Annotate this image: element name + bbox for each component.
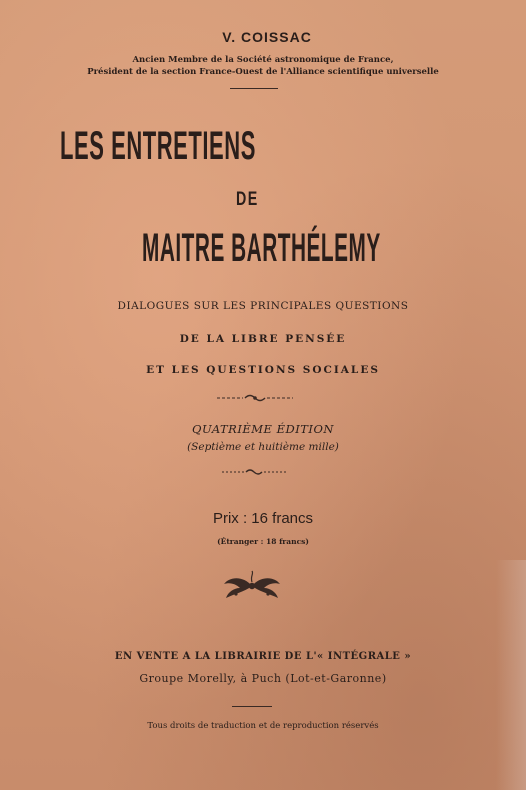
publisher-line-2: Groupe Morelly, à Puch (Lot-et-Garonne) bbox=[139, 672, 387, 685]
title-line-1: LES ENTRETIENS bbox=[60, 124, 256, 168]
subtitle-line-3: ET LES QUESTIONS SOCIALES bbox=[146, 364, 380, 376]
subtitle-line-2: DE LA LIBRE PENSÉE bbox=[179, 333, 347, 345]
author-credential-2: Président de la section France-Ouest de l'Alliance scientifique universelle bbox=[87, 67, 439, 77]
divider-rule bbox=[230, 88, 278, 89]
publisher-line-1: EN VENTE A LA LIBRAIRIE DE L'« INTÉGRALE » bbox=[114, 651, 412, 662]
price: Prix : 16 francs bbox=[212, 510, 314, 527]
ornament-small-icon bbox=[220, 467, 288, 477]
rights-notice: Tous droits de traduction et de reproduction réservés bbox=[147, 721, 379, 731]
title-connector: DE bbox=[236, 189, 259, 210]
divider-rule-bottom bbox=[232, 706, 272, 707]
ornament-divider-icon bbox=[215, 392, 295, 404]
author-name: V. COISSAC bbox=[222, 29, 312, 45]
author-credential-1: Ancien Membre de la Société astronomique de France, bbox=[132, 55, 394, 65]
subtitle-line-1: DIALOGUES SUR LES PRINCIPALES QUESTIONS bbox=[117, 300, 409, 312]
floral-vignette-icon bbox=[216, 570, 288, 602]
edition-label: QUATRIÈME ÉDITION bbox=[192, 422, 334, 436]
title-line-2: MAITRE BARTHÉLEMY bbox=[142, 226, 381, 270]
price-foreign: (Étranger : 18 francs) bbox=[217, 537, 309, 546]
edition-note: (Septième et huitième mille) bbox=[187, 441, 339, 453]
